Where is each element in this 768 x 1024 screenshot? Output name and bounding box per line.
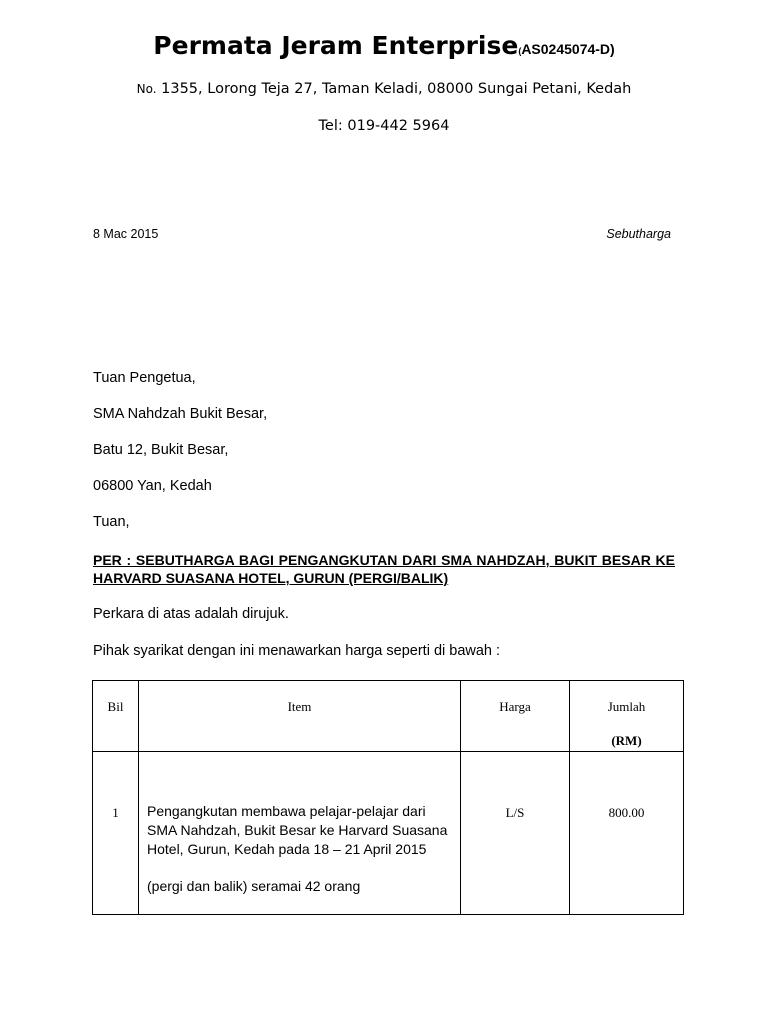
header-item-cell bbox=[139, 681, 461, 752]
address-text: 1355, Lorong Teja 27, Taman Keladi, 08000 Sungai Petani, Kedah bbox=[156, 81, 632, 97]
recipient-line-1: Tuan Pengetua, bbox=[93, 370, 196, 386]
header-jumlah: Jumlah bbox=[607, 699, 646, 714]
table-row bbox=[93, 752, 684, 915]
row-bil-cell bbox=[93, 752, 139, 915]
registration-number: AS0245074-D) bbox=[521, 41, 615, 57]
recipient-line-2: SMA Nahdzah Bukit Besar, bbox=[93, 406, 268, 422]
header-harga-cell bbox=[461, 681, 570, 752]
row-harga-cell bbox=[461, 752, 570, 915]
row-item-extra: (pergi dan balik) seramai 42 orang bbox=[147, 878, 361, 894]
address-number-label: No. bbox=[136, 82, 157, 96]
table-header-row bbox=[93, 681, 684, 752]
document-type: Sebutharga bbox=[606, 227, 671, 241]
company-address bbox=[0, 81, 768, 97]
reference-paragraph: Perkara di atas adalah dirujuk. bbox=[93, 606, 289, 622]
row-jumlah-cell bbox=[570, 752, 684, 915]
registration-open-paren: ( bbox=[518, 46, 522, 56]
quotation-table bbox=[92, 680, 684, 915]
row-item-cell bbox=[139, 752, 461, 915]
recipient-line-4: 06800 Yan, Kedah bbox=[93, 478, 212, 494]
header-harga: Harga bbox=[499, 699, 531, 714]
row-item-spacer bbox=[147, 859, 454, 877]
header-bil: Bil bbox=[107, 699, 124, 714]
subject-line: PER : SEBUTHARGA BAGI PENGANGKUTAN DARI SMA NAHDZAH, BUKIT BESAR KE HARVARD SUASANA HOTEL, GURUN (PERGI/BALIK) bbox=[93, 552, 675, 586]
row-item-main: Pengangkutan membawa pelajar-pelajar dari SMA Nahdzah, Bukit Besar ke Harvard Suasana Hotel, Gurun, Kedah pada 18 – 21 April 2015 bbox=[147, 803, 448, 857]
header-jumlah-cell bbox=[570, 681, 684, 752]
header-bil-cell bbox=[93, 681, 139, 752]
recipient-line-3: Batu 12, Bukit Besar, bbox=[93, 442, 229, 458]
salutation: Tuan, bbox=[93, 514, 130, 530]
letter-date: 8 Mac 2015 bbox=[93, 227, 159, 241]
row-item-description bbox=[139, 752, 460, 896]
company-name: Permata Jeram Enterprise bbox=[153, 31, 519, 60]
offer-paragraph: Pihak syarikat dengan ini menawarkan harga seperti di bawah : bbox=[93, 643, 501, 659]
company-registration bbox=[518, 41, 614, 57]
row-harga: L/S bbox=[505, 805, 525, 820]
header-jumlah-unit: (RM) bbox=[611, 733, 642, 748]
row-jumlah: 800.00 bbox=[608, 805, 645, 820]
header-item: Item bbox=[287, 699, 312, 714]
company-telephone: Tel: 019-442 5964 bbox=[318, 118, 450, 134]
row-bil: 1 bbox=[112, 805, 119, 820]
company-heading bbox=[0, 31, 768, 60]
